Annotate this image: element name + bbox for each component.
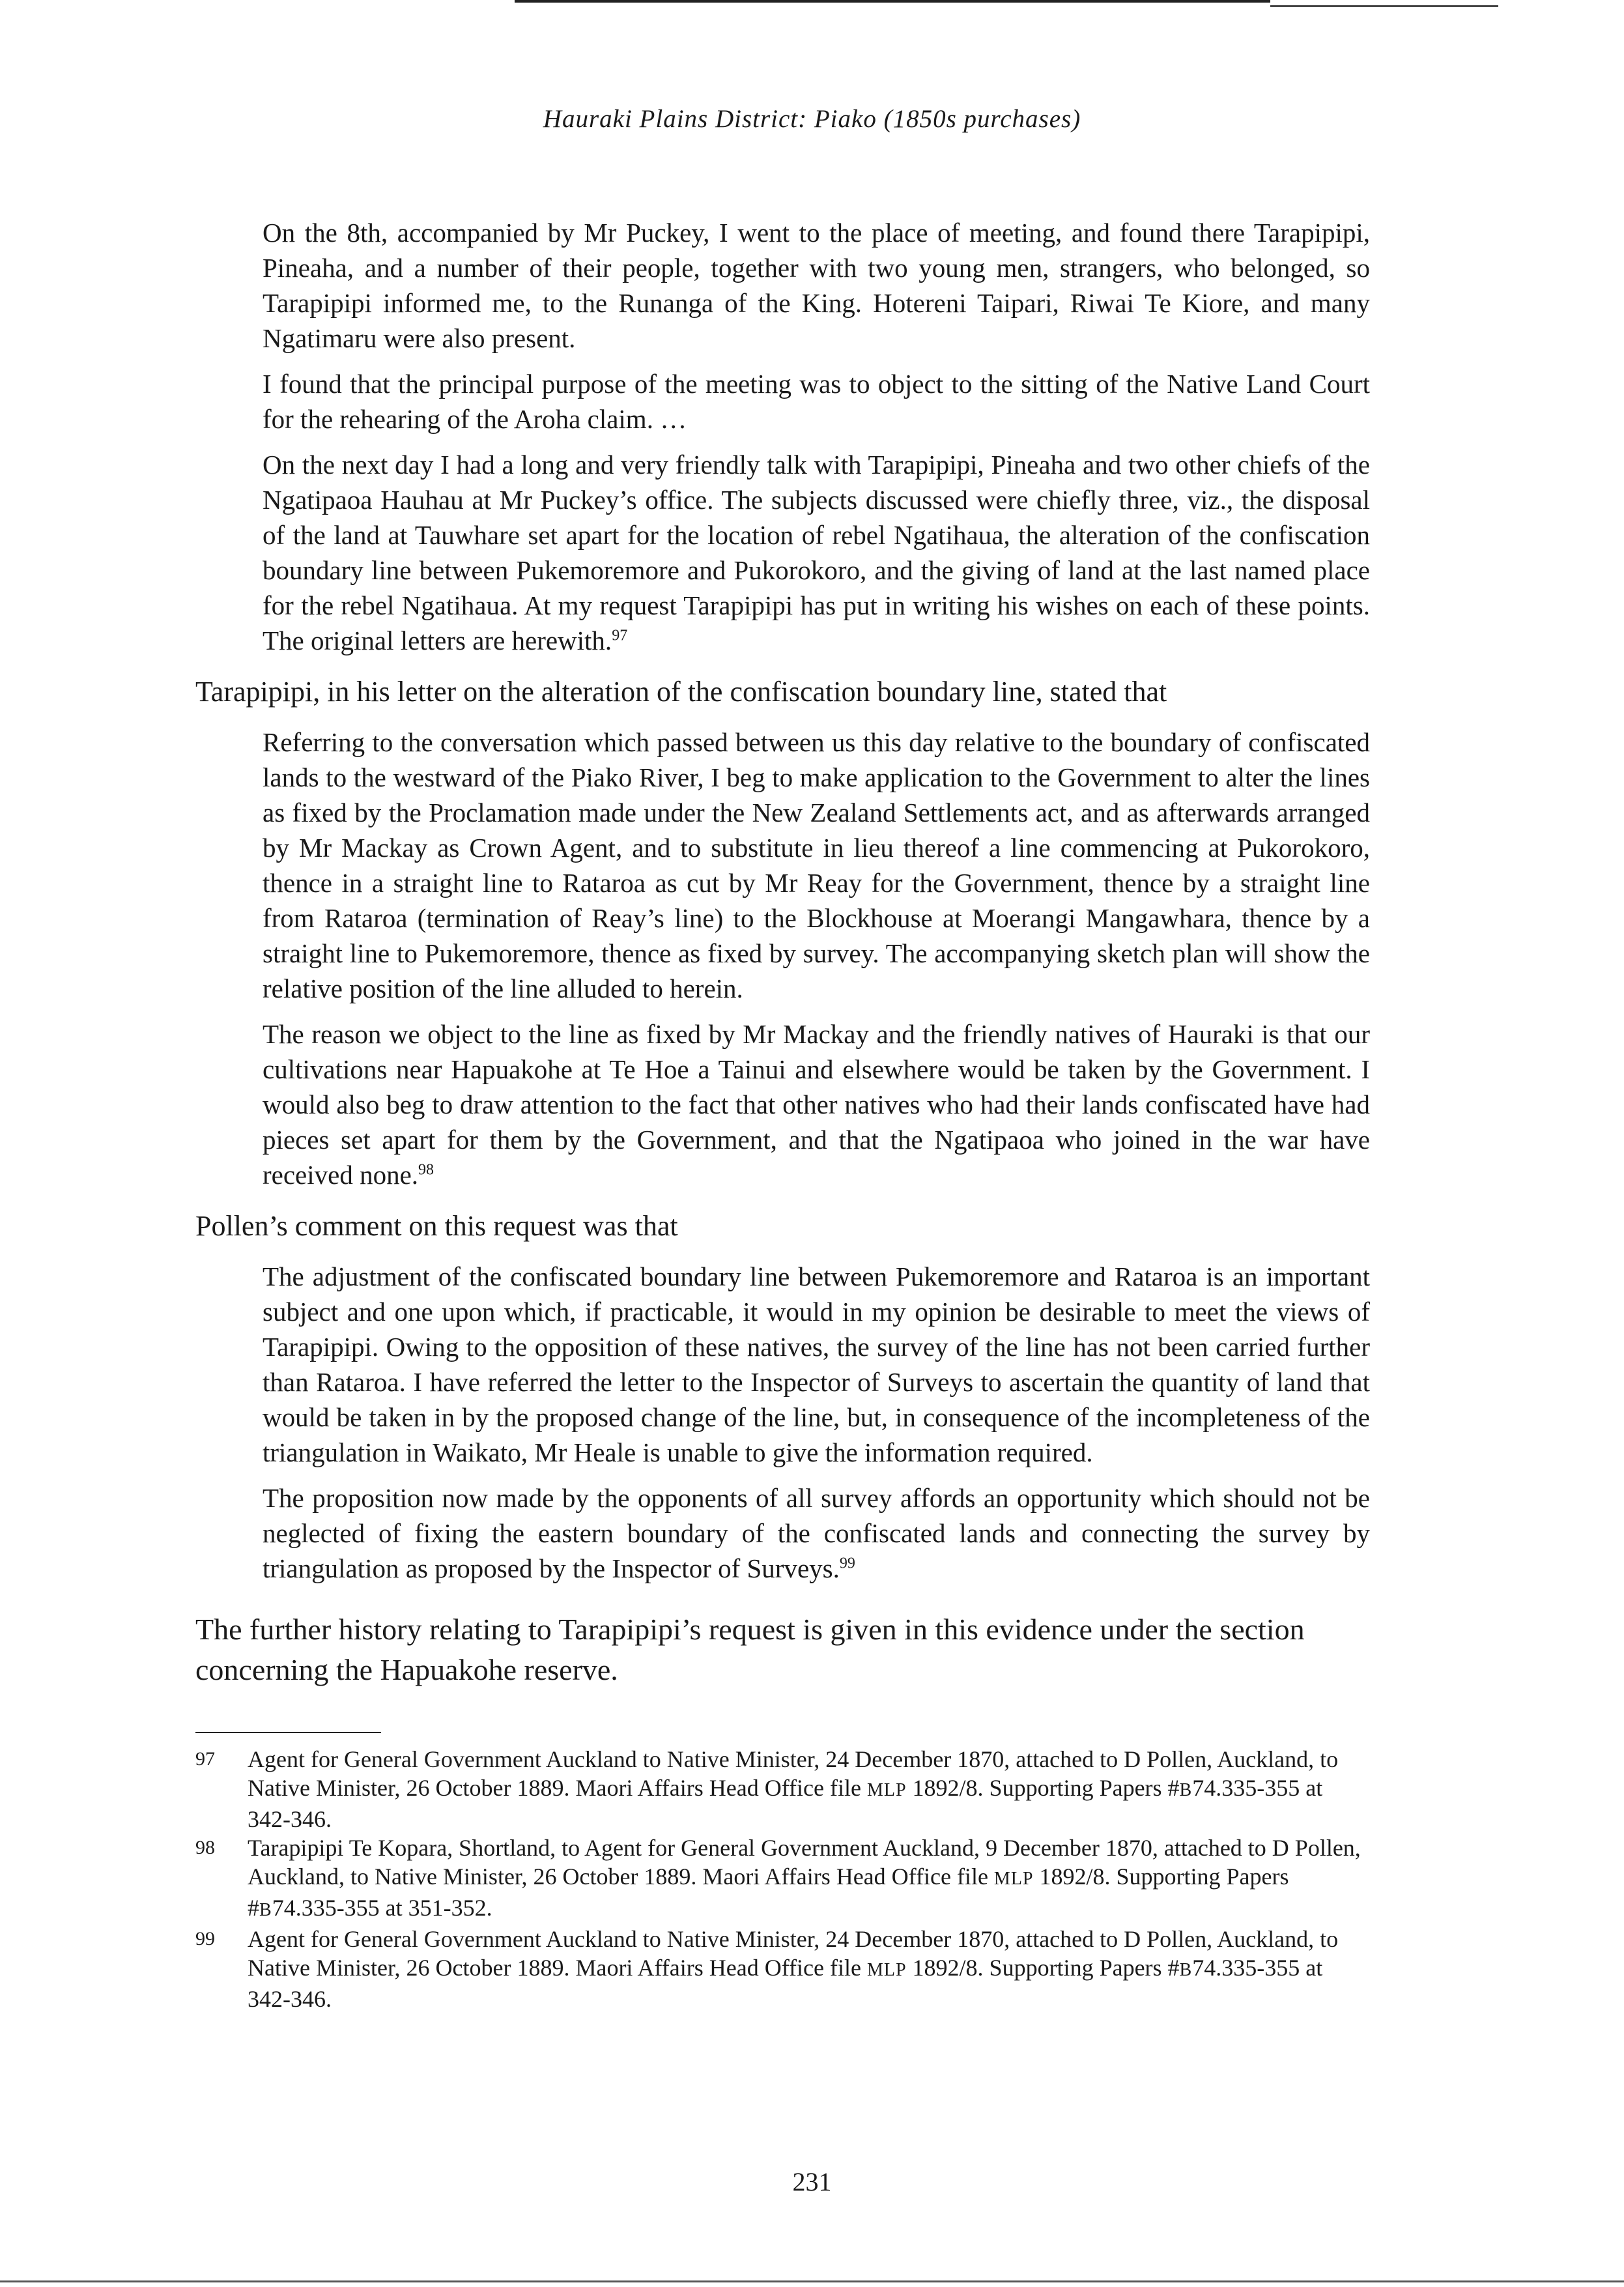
- quote-paragraph: [263, 1259, 1370, 1470]
- running-head: Hauraki Plains District: Piako (1850s purchases): [543, 105, 1081, 133]
- page-number: 231: [792, 2167, 832, 2196]
- footnote-ref: 99: [839, 1555, 855, 1572]
- quote-paragraph: [263, 1016, 1370, 1192]
- footnote-text: Tarapipipi Te Kopara, Shortland, to Agent for General Government Auckland, 9 December 1870, attached to D Pollen, Auckland, to Native Minister, 26 October 1889. Maori Affairs Head Office file MLP 1892/8. Supporting Papers #B74.335-355 at 351-352.: [248, 1835, 1361, 1921]
- quote-paragraph: [263, 215, 1370, 356]
- block-quote-3: [263, 1259, 1370, 1586]
- quote-paragraph: [263, 447, 1370, 658]
- block-quote-2: [263, 725, 1370, 1192]
- top-rule-right: [1270, 5, 1498, 7]
- footnote-number: 98: [195, 1837, 215, 1858]
- narrative-paragraph: Pollen’s comment on this request was that: [195, 1210, 678, 1242]
- quote-paragraph: [263, 725, 1370, 1006]
- footnote-number: 97: [195, 1748, 215, 1770]
- quote-text: On the next day I had a long and very friendly talk with Tarapipipi, Pineaha and two other chiefs of the Ngatipaoa Hauhau at Mr Puckey’s office. The subjects discussed were chiefly three, viz., the disposal of the land at Tauwhare set apart for the location of rebel Ngatihaua, the alteration of the confiscation boundary line between Pukemoremore and Pukorokoro, and the giving of land at the last named place for the rebel Ngatihaua. At my request Tarapipipi has put in writing his wishes on each of these points. The original letters are herewith.: [263, 450, 1370, 655]
- quote-paragraph: [263, 1480, 1370, 1586]
- footnotes: [195, 1745, 1371, 2013]
- footnote-ref: 97: [612, 627, 628, 644]
- top-rule: [515, 0, 1270, 3]
- narrative-paragraph: The further history relating to Tarapipipi’s request is given in this evidence under the section concerning the Hapuakohe reserve.: [195, 1613, 1305, 1686]
- quote-paragraph: [263, 366, 1370, 437]
- footnote-rule: [195, 1732, 381, 1733]
- footnote-number: 99: [195, 1928, 215, 1949]
- footnote-ref: 98: [418, 1161, 434, 1179]
- footnote-text: Agent for General Government Auckland to Native Minister, 24 December 1870, attached to D Pollen, Auckland, to Native Minister, 26 October 1889. Maori Affairs Head Office file MLP 1892/8. Supporting Papers #B74.335-355 at 342-346.: [248, 1926, 1339, 2012]
- footnote: [195, 1745, 1371, 1834]
- bottom-rule: [0, 2280, 1624, 2282]
- quote-text: The proposition now made by the opponents of all survey affords an opportunity which should not be neglected of fixing the eastern boundary of the confiscated lands and connecting the survey by triangulation as proposed by the Inspector of Surveys.: [263, 1483, 1370, 1583]
- block-quote-1: [263, 215, 1370, 658]
- quote-text: On the 8th, accompanied by Mr Puckey, I went to the place of meeting, and found there Tarapipipi, Pineaha, and a number of their people, together with two young men, strangers, who belonged, so Tarapipipi informed me, to the Runanga of the King. Hotereni Taipari, Riwai Te Kiore, and many Ngatimaru were also present.: [263, 218, 1370, 353]
- quote-text: I found that the principal purpose of the meeting was to object to the sitting of the Native Land Court for the rehearing of the Aroha claim. …: [263, 369, 1370, 434]
- footnote: [195, 1834, 1371, 1925]
- page-body: [195, 215, 1371, 2013]
- narrative-paragraph: Tarapipipi, in his letter on the alteration of the confiscation boundary line, stated that: [195, 676, 1167, 708]
- quote-text: Referring to the conversation which passed between us this day relative to the boundary of confiscated lands to the westward of the Piako River, I beg to make application to the Government to alter the lines as fixed by the Proclamation made under the New Zealand Settlements act, and as afterwards arranged by Mr Mackay as Crown Agent, and to substitute in lieu thereof a line commencing at Pukorokoro, thence in a straight line to Rataroa as cut by Mr Reay for the Government, thence by a straight line from Rataroa (termination of Reay’s line) to the Blockhouse at Moerangi Mangawhara, thence by a straight line to Pukemoremore, thence as fixed by survey. The accompanying sketch plan will show the relative position of the line alluded to herein.: [263, 727, 1370, 1003]
- footnote: [195, 1925, 1371, 2013]
- quote-text: The adjustment of the confiscated boundary line between Pukemoremore and Rataroa is an important subject and one upon which, if practicable, it would in my opinion be desirable to meet the views of Tarapipipi. Owing to the opposition of these natives, the survey of the line has not been carried further than Rataroa. I have referred the letter to the Inspector of Surveys to ascertain the quantity of land that would be taken in by the proposed change of the line, but, in consequence of the incompleteness of the triangulation in Waikato, Mr Heale is unable to give the information required.: [263, 1261, 1370, 1467]
- footnote-text: Agent for General Government Auckland to Native Minister, 24 December 1870, attached to D Pollen, Auckland, to Native Minister, 26 October 1889. Maori Affairs Head Office file MLP 1892/8. Supporting Papers #B74.335-355 at 342-346.: [248, 1746, 1339, 1832]
- quote-text: The reason we object to the line as fixed by Mr Mackay and the friendly natives of Hauraki is that our cultivations near Hapuakohe at Te Hoe a Tainui and elsewhere would be taken by the Government. I would also beg to draw attention to the fact that other natives who had their lands confiscated have had pieces set apart for them by the Government, and that the Ngatipaoa who joined in the war have received none.: [263, 1019, 1370, 1190]
